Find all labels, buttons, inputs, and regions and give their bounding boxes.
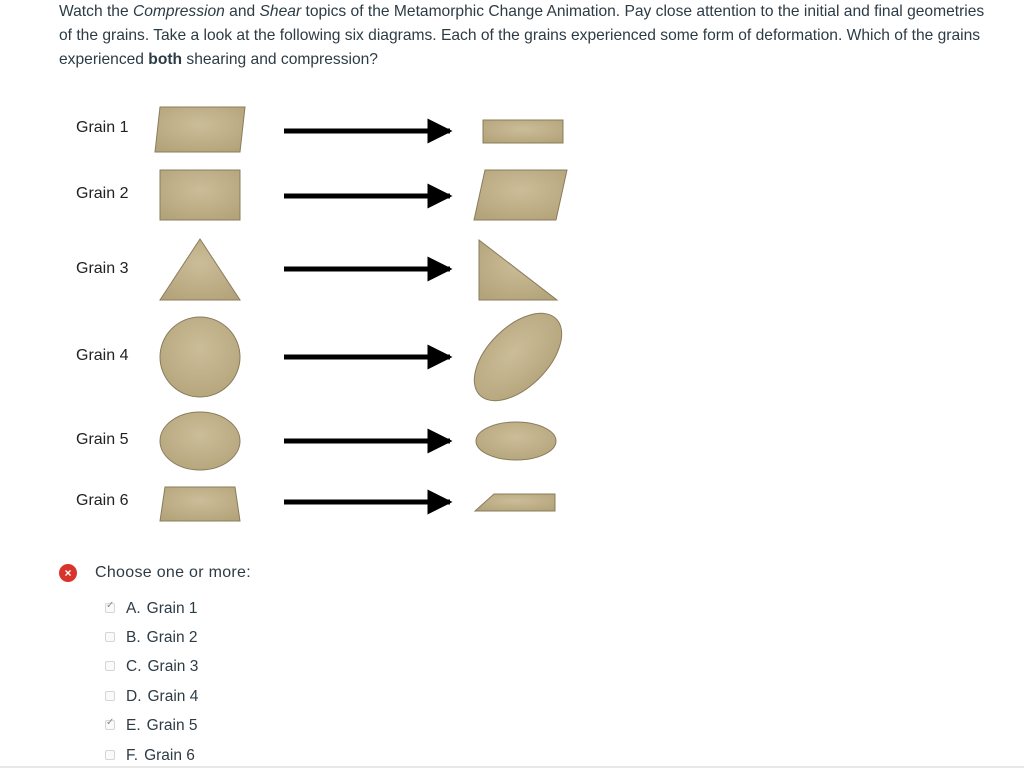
question-part: topics of the Metamorphic Change Animation. Pay close attention to the initial and final geometries of the grains. Take a look at the following six diagrams. Each of the grains experienced some form of deformation. Which of the grains experienced [59, 3, 985, 68]
grain-1-final-rectangle [483, 120, 563, 143]
option-label: Grain 3 [147, 658, 199, 676]
option-letter: C. [126, 658, 142, 676]
grain-label: Grain 3 [76, 260, 129, 277]
question-part: shearing and compression? [182, 51, 378, 68]
grain-4-final-tilted-ellipse [459, 298, 578, 417]
grain-5-final-flat-ellipse [476, 422, 556, 460]
grain-6-final-sheared-strip [475, 494, 555, 511]
grain-4-initial-circle [160, 317, 240, 397]
grain-2-initial-square [160, 170, 240, 220]
option-d[interactable] [105, 682, 198, 711]
option-letter: B. [126, 629, 141, 647]
checkbox-unchecked[interactable] [105, 632, 115, 642]
x-circle-icon: × [59, 564, 77, 582]
checkbox-checked[interactable] [105, 720, 115, 730]
question-emphasis-compression: Compression [132, 3, 225, 20]
choose-prompt: Choose one or more: [95, 564, 252, 581]
grain-label: Grain 2 [76, 185, 129, 202]
question-part: and [224, 3, 260, 20]
grain-5-initial-ellipse [160, 412, 240, 470]
grain-label: Grain 4 [76, 347, 129, 364]
grain-1-initial-parallelogram [155, 107, 245, 152]
option-letter: D. [126, 687, 142, 705]
option-label: Grain 4 [147, 687, 199, 705]
option-label: Grain 6 [144, 746, 195, 764]
question-emphasis-both: both [148, 51, 183, 68]
checkbox-unchecked[interactable] [105, 750, 115, 760]
option-label: Grain 2 [146, 629, 198, 647]
grain-label: Grain 1 [76, 119, 129, 136]
option-label: Grain 5 [146, 717, 198, 735]
grain-label: Grain 5 [76, 431, 129, 448]
option-label: Grain 1 [146, 599, 198, 617]
option-letter: A. [126, 599, 141, 617]
answer-options [105, 594, 198, 770]
grain-2-final-parallelogram [474, 170, 567, 220]
grain-6-initial-trapezoid [160, 487, 240, 521]
option-letter: E. [126, 717, 141, 735]
grain-3-final-right-triangle [479, 240, 557, 300]
checkbox-checked[interactable] [105, 603, 115, 613]
checkbox-unchecked[interactable] [105, 691, 115, 701]
grain-label: Grain 6 [76, 492, 129, 509]
question-emphasis-shear: Shear [259, 3, 302, 20]
grain-3-initial-triangle [160, 239, 240, 300]
question-part: Watch the [59, 3, 133, 20]
checkbox-unchecked[interactable] [105, 661, 115, 671]
option-c[interactable] [105, 653, 198, 682]
option-e[interactable] [105, 712, 198, 741]
bottom-divider [0, 766, 1024, 768]
option-a[interactable] [105, 594, 198, 623]
option-letter: F. [126, 746, 139, 764]
option-b[interactable] [105, 623, 198, 652]
